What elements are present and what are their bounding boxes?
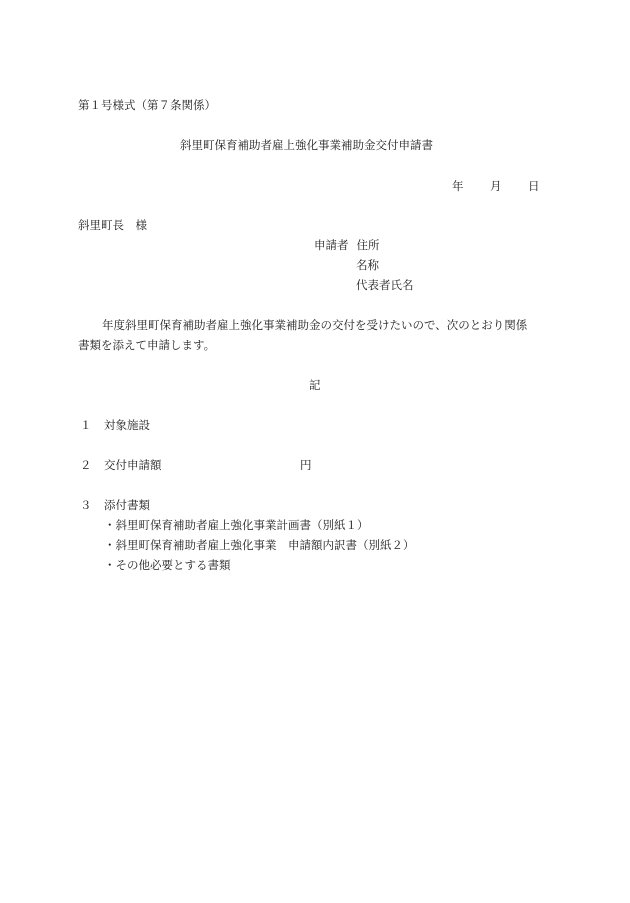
body-text-line-1: 年度斜里町保育補助者雇上強化事業補助金の交付を受けたいので、次のとおり関係 <box>102 318 528 332</box>
item-label: 交付申請額 <box>104 458 162 472</box>
addressee: 斜里町長 様 <box>78 218 147 232</box>
body-text-line-2: 書類を添えて申請します。 <box>78 338 216 352</box>
applicant-label: 申請者 <box>314 238 349 252</box>
applicant-address-label: 住所 <box>356 238 380 252</box>
section-heading: 記 <box>309 378 321 392</box>
form-number: 第１号様式（第７条関係） <box>78 98 216 112</box>
item-label: 対象施設 <box>104 418 150 432</box>
applicant-address-row <box>314 238 380 252</box>
date-year-label: 年 <box>452 179 464 193</box>
applicant-name-label: 名称 <box>356 258 379 272</box>
attachment-item: ・その他必要とする書類 <box>104 558 231 572</box>
date-month-label: 月 <box>490 179 502 193</box>
item-attached-documents <box>80 498 150 512</box>
date-day-label: 日 <box>528 179 540 193</box>
item-number: ２ <box>80 458 92 472</box>
item-target-facility <box>80 418 150 432</box>
attachment-item: ・斜里町保育補助者雇上強化事業計画書（別紙１） <box>104 518 369 532</box>
item-application-amount <box>80 458 312 472</box>
item-number: １ <box>80 418 92 432</box>
item-label: 添付書類 <box>104 498 150 512</box>
item-number: ３ <box>80 498 92 512</box>
applicant-representative-label: 代表者氏名 <box>356 278 414 292</box>
document-title: 斜里町保育補助者雇上強化事業補助金交付申請書 <box>180 138 433 152</box>
attachment-item: ・斜里町保育補助者雇上強化事業 申請額内訳書（別紙２） <box>104 538 415 552</box>
yen-unit: 円 <box>300 458 312 472</box>
